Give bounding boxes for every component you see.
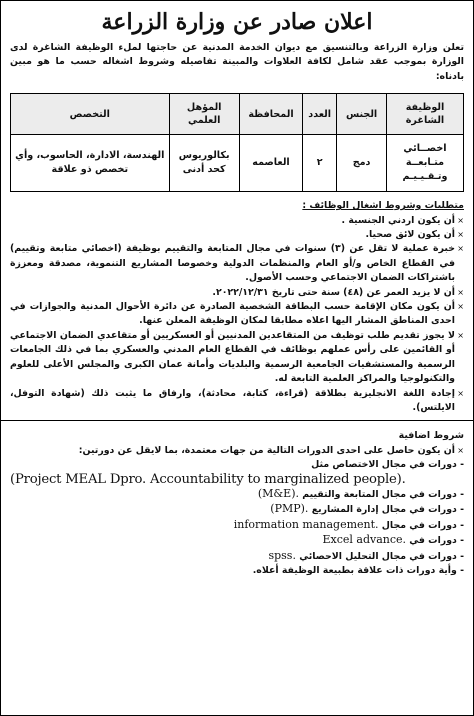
page-title: اعلان صادر عن وزارة الزراعة xyxy=(101,9,373,35)
list-item xyxy=(10,518,464,533)
table-cell-job: اخصــائي متـابعــة وتـقـيـيـم xyxy=(387,135,464,192)
course-prefix: - دورات في مجال xyxy=(381,519,464,531)
list-item: - وأية دورات ذات علاقة بطبيعة الوظيفة أعلاه. xyxy=(252,564,464,576)
course-prefix: - دورات في مجال إدارة المشاريع xyxy=(311,504,464,516)
requirements-list xyxy=(10,214,464,416)
list-item: × أن يكون اردني الجنسية . xyxy=(10,214,464,228)
list-item: × إجادة اللغة الانجليزية بطلاقة (قراءة، كتابة، محادثة)، وارفاق ما يثبت ذلك (شهادة التوفل، الايلتس). xyxy=(10,387,464,416)
courses-list xyxy=(10,458,464,578)
section-divider xyxy=(1,420,473,421)
course-prefix: - دورات في مجال المتابعة والتقييم xyxy=(302,488,464,500)
list-item: × أن يكون لائق صحيا. xyxy=(10,228,464,242)
list-item: × خبرة عملية لا تقل عن (٣) سنوات في مجال المتابعة والتقييم بوظيفة (اخصائي متابعة وتقييم) في القطاع الخاص و/أو العام والمنظمات الدولية وخصوصا المشاريع التنموية، مصدقة ومعززة باشتراكات الضمان الاجتماعي وحسب الأصول. xyxy=(10,242,464,285)
extra-heading: شروط اضافية xyxy=(398,430,464,442)
list-item xyxy=(10,487,464,502)
extra-intro-list xyxy=(10,444,464,458)
table-cell-specialization: الهندسة، الادارة، الحاسوب، وأي تخصص ذو علاقة xyxy=(11,135,170,192)
table-header-cell: المحافظة xyxy=(239,94,302,135)
course-prefix: - دورات في مجال التحليل الاحصائي xyxy=(299,550,464,562)
table-header-cell: الوظيفة الشاغرة xyxy=(387,94,464,135)
course-latin: (PMP). xyxy=(270,502,309,516)
course-latin: (Project MEAL Dpro. Accountability to marginalized people). xyxy=(10,471,406,487)
course-prefix: - دورات في مجال الاختصاص مثل xyxy=(311,459,464,471)
table-row xyxy=(11,135,464,192)
table-header-cell: العدد xyxy=(303,94,337,135)
table-header-cell: الجنس xyxy=(337,94,387,135)
table-cell-gender: دمج xyxy=(337,135,387,192)
list-item: × أن لا يزيد العمر عن (٤٨) سنة حتى تاريخ ٢٠٢٢/١٢/٣١. xyxy=(10,286,464,300)
list-item xyxy=(10,533,464,548)
requirements-section xyxy=(10,199,464,415)
table-header-cell: المؤهل العلمي xyxy=(169,94,239,135)
course-latin: spss. xyxy=(268,548,296,562)
course-latin: (M&E). xyxy=(257,486,299,500)
list-item xyxy=(10,502,464,517)
course-latin: Excel advance. xyxy=(322,533,407,547)
extra-conditions-section xyxy=(10,429,464,578)
table-header-row xyxy=(11,94,464,135)
vacancy-table xyxy=(10,93,464,192)
list-item: × لا يجوز تقديم طلب توظيف من المتقاعدين المدنيين أو العسكريين أو متقاعدي الضمان الاجتماعي أو القائمين على رأس عملهم بوظائف في القطاع العام المدني والعسكري بما في ذلك الجامعات الرسمية والمستشفيات الجامعية الرسمية والبلديات وأمانة عمان الكبرى والمجلس الأعلى للعلوم والتكنولوجيا والمراكز العلمية التابعة له. xyxy=(10,329,464,387)
table-cell-qualification: بكالوريوس كحد أدنى xyxy=(169,135,239,192)
course-prefix: - دورات في xyxy=(409,535,464,547)
list-item: × أن يكون مكان الإقامة حسب البطاقة الشخصية الصادرة عن دائرة الأحوال المدنية والجوازات في احدى المناطق المشار اليها اعلاه مطابقا لمكان الوظيفة المعلن عنها. xyxy=(10,300,464,329)
requirements-heading: متطلبات وشروط اشغال الوظائف : xyxy=(302,200,464,212)
list-item xyxy=(10,458,464,487)
table-cell-governorate: العاصمه xyxy=(239,135,302,192)
table-header-cell: التخصص xyxy=(11,94,170,135)
course-latin: information management. xyxy=(233,517,379,531)
extra-intro: × أن يكون حاصل على احدى الدورات التالية من جهات معتمدة، بما لايقل عن دورتين: xyxy=(10,444,464,458)
list-item xyxy=(10,549,464,564)
intro-paragraph: تعلن وزارة الزراعة وبالتنسيق مع ديوان الخدمة المدنية عن حاجتها لملء الوظيفة الشاغرة لدى الوزارة بموجب عقد شامل لكافة العلاوات والمبينة تفاصيله وشروط اشغاله حسب ما هو مبين بادناه: xyxy=(10,42,464,82)
table-cell-count: ٢ xyxy=(303,135,337,192)
